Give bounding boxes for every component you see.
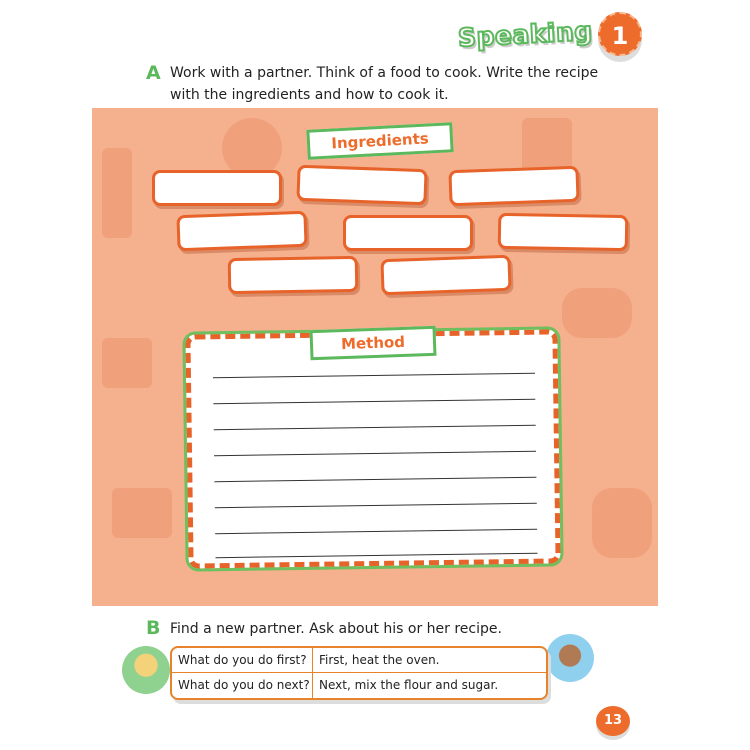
question-cell: What do you do next? (178, 678, 310, 692)
instruction-line-2: with the ingredients and how to cook it. (170, 87, 449, 103)
writing-line (214, 451, 536, 456)
pot-decoration (592, 488, 652, 558)
writing-line (215, 503, 537, 508)
writing-line (213, 399, 535, 404)
method-banner (310, 326, 437, 360)
instruction-line-1: Work with a partner. Think of a food to cook. Write the recipe (170, 65, 599, 81)
ingredient-box[interactable] (176, 211, 307, 252)
ingredient-box[interactable] (448, 166, 579, 207)
page-number: 13 (596, 706, 630, 736)
ingredient-box[interactable] (152, 170, 282, 206)
pot-decoration (222, 118, 282, 178)
ingredient-box[interactable] (296, 165, 427, 206)
method-label: Method (340, 332, 406, 354)
method-writing-area[interactable] (185, 329, 560, 568)
recipe-panel (92, 108, 658, 606)
ingredient-box[interactable] (228, 256, 359, 294)
writing-line (215, 553, 537, 558)
pot-decoration (562, 288, 632, 338)
ingredient-box[interactable] (498, 213, 629, 251)
ingredient-box[interactable] (380, 255, 511, 296)
speaking-title: Speaking (457, 16, 594, 53)
activity-a-instruction (170, 62, 598, 106)
boy-avatar-left (122, 646, 170, 694)
ingredient-box[interactable] (343, 215, 473, 251)
writing-line (214, 425, 536, 430)
unit-number-badge: 1 (598, 12, 642, 56)
grater-decoration (112, 488, 172, 538)
activity-b-letter: B (146, 617, 161, 639)
ingredients-label: Ingredients (330, 129, 430, 153)
activity-b-instruction: Find a new partner. Ask about his or her recipe. (170, 621, 502, 637)
answer-cell: First, heat the oven. (319, 653, 440, 667)
question-cell: What do you do first? (178, 653, 307, 667)
boy-avatar-right (546, 634, 594, 682)
answer-cell: Next, mix the flour and sugar. (319, 678, 499, 692)
dialogue-table (170, 646, 548, 700)
writing-line (214, 477, 536, 482)
mitt-decoration (102, 338, 152, 388)
cutting-board-decoration (102, 148, 132, 238)
ingredients-banner (306, 122, 453, 160)
writing-line (215, 529, 537, 534)
writing-line (213, 373, 535, 378)
activity-a-letter: A (146, 62, 161, 84)
